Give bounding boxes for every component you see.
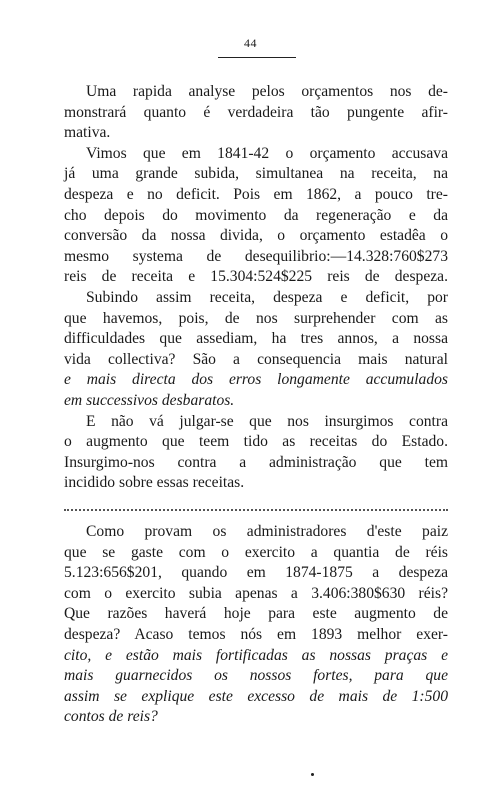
ink-speck: [311, 773, 314, 776]
text-line: despeza e no deficit. Pois em 1862, a pouco tre-: [64, 185, 448, 203]
text-line: que se gaste com o exercito a quantia de réis: [64, 543, 448, 561]
text-line: monstrará quanto é verdadeira tão pungente afir-: [64, 103, 448, 121]
text-line: despeza? Acaso temos nós em 1893 melhor exer-: [64, 625, 448, 643]
text-line: assim se explique este excesso de mais de 1:500: [64, 687, 448, 705]
text-line: mais guarnecidos os nossos fortes, para que: [64, 667, 448, 685]
text-line: mesmo systema de desequilibrio:—14.328:760$273: [64, 247, 448, 265]
text-line: Vimos que em 1841-42 o orçamento accusava: [86, 144, 448, 162]
text-line: E não vá julgar-se que nos insurgimos contra: [86, 412, 448, 430]
text-line: Insurgimo-nos contra a administração que tem: [64, 453, 448, 471]
text-line: 5.123:656$201, quando em 1874-1875 a despeza: [64, 564, 448, 582]
text-block-bottom: [64, 522, 448, 728]
text-line: vida collectiva? São a consequencia mais natural: [64, 350, 448, 368]
text-line: incidido sobre essas receitas.: [64, 474, 245, 492]
text-line: o augmento que teem tido as receitas do Estado.: [64, 433, 448, 451]
text-line: difficuldades que assediam, ha tres annos, a nossa: [64, 330, 448, 348]
dotted-separator: [64, 509, 448, 511]
text-line: com o exercito subia apenas a 3.406:380$630 réis?: [64, 584, 448, 602]
text-line: Subindo assim receita, despeza e deficit, por: [86, 288, 448, 306]
text-line: em successivos desbaratos.: [64, 391, 235, 409]
text-block-top: [64, 82, 448, 494]
text-line: já uma grande subida, simultanea na receita, na: [64, 165, 448, 183]
text-line: mativa.: [64, 124, 111, 142]
text-line: reis de receita e 15.304:524$225 reis de despeza.: [64, 268, 448, 286]
header-rule: [218, 57, 296, 58]
page-number: 44: [244, 36, 257, 50]
text-line: Que razões haverá hoje para este augmento de: [64, 605, 448, 623]
text-line: cito, e estão mais fortificadas as nossas praças e: [64, 646, 448, 664]
text-line: Uma rapida analyse pelos orçamentos nos de-: [86, 83, 448, 100]
text-line: e mais directa dos erros longamente accumulados: [64, 371, 448, 389]
text-line: cho depois do movimento da regeneração e da: [64, 206, 448, 224]
text-line: Como provam os administradores d'este paiz: [86, 523, 448, 540]
text-line: contos de reis?: [64, 708, 158, 726]
text-line: conversão da nossa divida, o orçamento estadêa o: [64, 227, 448, 245]
text-line: que havemos, pois, de nos surprehender com as: [64, 309, 448, 327]
